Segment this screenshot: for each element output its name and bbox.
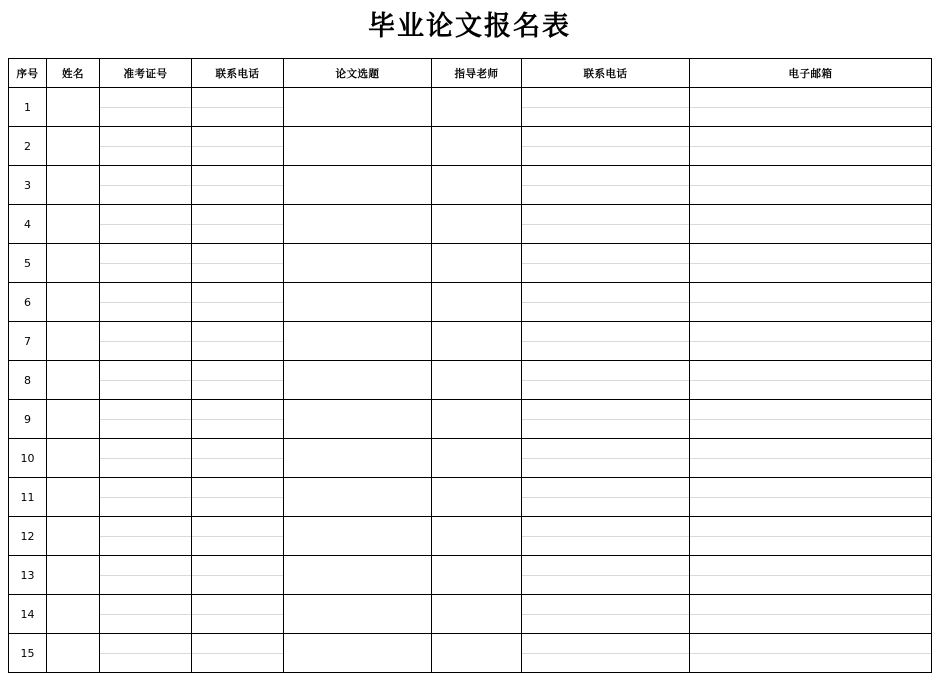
cell-exam-id[interactable] [100,205,192,244]
table-row [9,478,932,517]
cell-exam-id[interactable] [100,634,192,673]
cell-advisor[interactable] [432,127,522,166]
cell-topic[interactable] [284,283,432,322]
cell-exam-id[interactable] [100,88,192,127]
cell-advisor-phone[interactable] [522,244,690,283]
cell-index[interactable]: 13 [9,556,47,595]
cell-index[interactable]: 14 [9,595,47,634]
cell-advisor-phone[interactable] [522,283,690,322]
cell-advisor[interactable] [432,439,522,478]
cell-advisor[interactable] [432,88,522,127]
cell-topic[interactable] [284,556,432,595]
cell-advisor-phone[interactable] [522,361,690,400]
cell-topic[interactable] [284,88,432,127]
cell-email[interactable] [690,517,932,556]
cell-index[interactable]: 6 [9,283,47,322]
table-body [9,88,932,673]
cell-phone[interactable] [192,88,284,127]
cell-advisor[interactable] [432,556,522,595]
cell-email[interactable] [690,361,932,400]
cell-email[interactable] [690,166,932,205]
cell-email[interactable] [690,244,932,283]
cell-phone[interactable] [192,556,284,595]
cell-exam-id[interactable] [100,517,192,556]
table-row [9,556,932,595]
table-row [9,244,932,283]
cell-exam-id[interactable] [100,556,192,595]
cell-name[interactable] [47,166,100,205]
cell-index[interactable]: 4 [9,205,47,244]
column-header-advisor-phone: 联系电话 [522,59,690,88]
cell-name[interactable] [47,439,100,478]
cell-name[interactable] [47,322,100,361]
cell-exam-id[interactable] [100,439,192,478]
cell-email[interactable] [690,478,932,517]
cell-email[interactable] [690,439,932,478]
table-header [9,59,932,88]
cell-name[interactable] [47,361,100,400]
cell-email[interactable] [690,556,932,595]
cell-phone[interactable] [192,166,284,205]
cell-name[interactable] [47,517,100,556]
cell-advisor-phone[interactable] [522,517,690,556]
cell-name[interactable] [47,205,100,244]
cell-phone[interactable] [192,439,284,478]
cell-advisor-phone[interactable] [522,127,690,166]
cell-topic[interactable] [284,439,432,478]
cell-advisor[interactable] [432,205,522,244]
table-row [9,205,932,244]
cell-advisor-phone[interactable] [522,634,690,673]
cell-advisor-phone[interactable] [522,400,690,439]
cell-phone[interactable] [192,283,284,322]
cell-advisor[interactable] [432,517,522,556]
table-row [9,400,932,439]
cell-email[interactable] [690,88,932,127]
cell-index[interactable]: 8 [9,361,47,400]
cell-name[interactable] [47,556,100,595]
table-row [9,127,932,166]
cell-topic[interactable] [284,361,432,400]
cell-phone[interactable] [192,127,284,166]
cell-topic[interactable] [284,478,432,517]
cell-name[interactable] [47,88,100,127]
cell-email[interactable] [690,634,932,673]
cell-phone[interactable] [192,205,284,244]
cell-advisor[interactable] [432,400,522,439]
cell-topic[interactable] [284,244,432,283]
cell-advisor[interactable] [432,478,522,517]
cell-advisor[interactable] [432,283,522,322]
cell-topic[interactable] [284,634,432,673]
cell-email[interactable] [690,322,932,361]
cell-advisor-phone[interactable] [522,556,690,595]
cell-topic[interactable] [284,166,432,205]
cell-phone[interactable] [192,400,284,439]
cell-index[interactable]: 15 [9,634,47,673]
column-header-exam-id: 准考证号 [100,59,192,88]
cell-email[interactable] [690,400,932,439]
column-header-name: 姓名 [47,59,100,88]
cell-advisor-phone[interactable] [522,88,690,127]
cell-exam-id[interactable] [100,244,192,283]
table-row [9,322,932,361]
cell-exam-id[interactable] [100,361,192,400]
cell-exam-id[interactable] [100,283,192,322]
cell-exam-id[interactable] [100,322,192,361]
cell-name[interactable] [47,634,100,673]
cell-advisor[interactable] [432,634,522,673]
table-row [9,517,932,556]
cell-phone[interactable] [192,517,284,556]
cell-email[interactable] [690,205,932,244]
page-title: 毕业论文报名表 [368,10,571,42]
cell-advisor[interactable] [432,166,522,205]
cell-email[interactable] [690,283,932,322]
cell-name[interactable] [47,127,100,166]
cell-exam-id[interactable] [100,478,192,517]
registration-table [8,58,932,673]
cell-advisor[interactable] [432,322,522,361]
column-header-topic: 论文选题 [284,59,432,88]
cell-phone[interactable] [192,595,284,634]
cell-phone[interactable] [192,478,284,517]
column-header-phone: 联系电话 [192,59,284,88]
cell-exam-id[interactable] [100,166,192,205]
cell-exam-id[interactable] [100,400,192,439]
cell-advisor-phone[interactable] [522,595,690,634]
cell-phone[interactable] [192,244,284,283]
cell-name[interactable] [47,283,100,322]
cell-email[interactable] [690,595,932,634]
cell-index[interactable]: 2 [9,127,47,166]
cell-phone[interactable] [192,322,284,361]
table-row [9,595,932,634]
cell-index[interactable]: 12 [9,517,47,556]
cell-exam-id[interactable] [100,127,192,166]
cell-advisor-phone[interactable] [522,166,690,205]
cell-name[interactable] [47,478,100,517]
cell-topic[interactable] [284,595,432,634]
title-row [0,0,939,58]
table-row [9,283,932,322]
cell-index[interactable]: 3 [9,166,47,205]
cell-advisor-phone[interactable] [522,439,690,478]
column-header-index: 序号 [9,59,47,88]
cell-advisor-phone[interactable] [522,322,690,361]
cell-name[interactable] [47,595,100,634]
cell-advisor-phone[interactable] [522,478,690,517]
cell-index[interactable]: 10 [9,439,47,478]
cell-index[interactable]: 9 [9,400,47,439]
cell-name[interactable] [47,400,100,439]
cell-exam-id[interactable] [100,595,192,634]
table-row [9,439,932,478]
cell-index[interactable]: 11 [9,478,47,517]
cell-topic[interactable] [284,400,432,439]
cell-phone[interactable] [192,634,284,673]
cell-index[interactable]: 1 [9,88,47,127]
cell-email[interactable] [690,127,932,166]
cell-advisor-phone[interactable] [522,205,690,244]
cell-name[interactable] [47,244,100,283]
cell-topic[interactable] [284,322,432,361]
column-header-advisor: 指导老师 [432,59,522,88]
table-row [9,166,932,205]
cell-topic[interactable] [284,517,432,556]
cell-topic[interactable] [284,205,432,244]
table-row [9,88,932,127]
cell-topic[interactable] [284,127,432,166]
cell-advisor[interactable] [432,361,522,400]
cell-index[interactable]: 5 [9,244,47,283]
cell-index[interactable]: 7 [9,322,47,361]
cell-advisor[interactable] [432,595,522,634]
cell-advisor[interactable] [432,244,522,283]
column-header-email: 电子邮箱 [690,59,932,88]
cell-phone[interactable] [192,361,284,400]
header-row [9,59,932,88]
table-row [9,634,932,673]
table-row [9,361,932,400]
